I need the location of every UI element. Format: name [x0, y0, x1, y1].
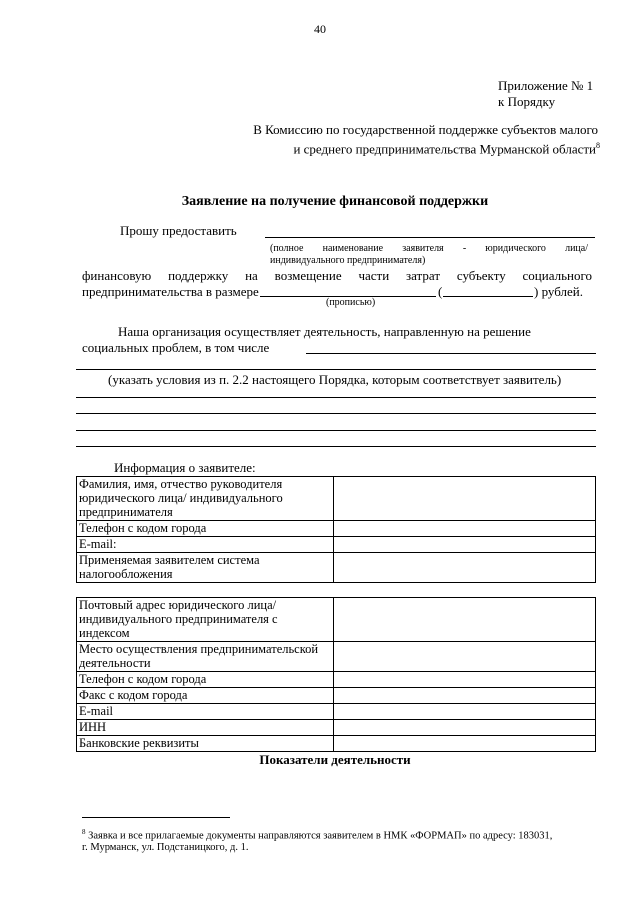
paren-open: ( — [438, 284, 443, 299]
table-row — [77, 704, 596, 720]
footnote-text-1: Заявка и все прилагаемые документы направляются заявителем в НМК «ФОРМАП» по адресу: 183031, — [88, 830, 553, 842]
table-cell-label: Место осуществления предпринимательской деятельности — [77, 642, 334, 672]
applicant-name-line[interactable] — [265, 237, 595, 238]
applicant-info-table-1 — [76, 476, 596, 583]
table-cell-value[interactable] — [334, 537, 596, 553]
amount-hint: (прописью) — [326, 297, 376, 308]
table-cell-label: E-mail: — [77, 537, 334, 553]
addressee-line-1: В Комиссию по государственной поддержке субъектов малого — [253, 122, 598, 137]
table-row — [77, 598, 596, 642]
footnote-line-2: г. Мурманск, ул. Подстаницкого, д. 1. — [82, 842, 249, 853]
indicators-heading: Показатели деятельности — [259, 752, 411, 767]
activity-fill-line-1[interactable] — [306, 353, 596, 354]
table-cell-value[interactable] — [334, 672, 596, 688]
table-row — [77, 477, 596, 521]
table-cell-value[interactable] — [334, 521, 596, 537]
table-cell-label: E-mail — [77, 704, 334, 720]
request-body-line-2-suffix: ) рублей. — [534, 284, 583, 299]
table-row — [77, 672, 596, 688]
footnote-mark-bottom: 8 — [82, 828, 86, 836]
table-row — [77, 688, 596, 704]
table-cell-value[interactable] — [334, 704, 596, 720]
table-cell-label: Факс с кодом города — [77, 688, 334, 704]
table-cell-value[interactable] — [334, 598, 596, 642]
table-cell-label: ИНН — [77, 720, 334, 736]
table-cell-value[interactable] — [334, 477, 596, 521]
page-title: Заявление на получение финансовой поддержки — [181, 194, 489, 209]
activity-fill-line-3[interactable] — [76, 397, 596, 398]
table-row — [77, 553, 596, 583]
appendix-label: Приложение № 1 — [498, 78, 594, 93]
table-cell-value[interactable] — [334, 736, 596, 752]
table-cell-label: Применяемая заявителем система налогообложения — [77, 553, 334, 583]
applicant-name-hint: (полное наименование заявителя - юридического лица/ — [270, 243, 588, 254]
table-cell-label: Банковские реквизиты — [77, 736, 334, 752]
applicant-name-hint-2: индивидуального предпринимателя) — [270, 255, 426, 266]
table-cell-label: Телефон с кодом города — [77, 521, 334, 537]
table-row — [77, 736, 596, 752]
table-cell-label: Фамилия, имя, отчество руководителя юридического лица/ индивидуального предпринимателя — [77, 477, 334, 521]
table-cell-value[interactable] — [334, 553, 596, 583]
applicant-info-table-2 — [76, 597, 596, 752]
request-body-line-1: финансовую поддержку на возмещение части затрат субъекту социального — [82, 268, 592, 283]
table-cell-label: Почтовый адрес юридического лица/ индивидуального предпринимателя с индексом — [77, 598, 334, 642]
table-row — [77, 720, 596, 736]
table-cell-value[interactable] — [334, 688, 596, 704]
addressee-line-2 — [293, 138, 600, 156]
activity-hint: (указать условия из п. 2.2 настоящего Порядка, которым соответствует заявитель) — [108, 372, 562, 387]
activity-fill-line-4[interactable] — [76, 413, 596, 414]
request-body-line-2-prefix: предпринимательства в размере — [82, 284, 259, 299]
activity-line-2: социальных проблем, в том числе — [82, 340, 270, 355]
footnote-separator — [82, 817, 230, 818]
table-row — [77, 642, 596, 672]
activity-fill-line-5[interactable] — [76, 430, 596, 431]
table-cell-value[interactable] — [334, 720, 596, 736]
table-cell-label: Телефон с кодом города — [77, 672, 334, 688]
request-prefix: Прошу предоставить — [120, 223, 237, 238]
page-number: 40 — [314, 22, 326, 36]
activity-fill-line-6[interactable] — [76, 446, 596, 447]
table-row — [77, 537, 596, 553]
activity-line-1: Наша организация осуществляет деятельность, направленную на решение — [118, 324, 531, 339]
activity-fill-line-2[interactable] — [76, 369, 596, 370]
footnote-mark: 8 — [596, 141, 600, 150]
table-row — [77, 521, 596, 537]
addressee-line-2-text: и среднего предпринимательства Мурманской области — [293, 141, 596, 157]
amount-digits-line[interactable] — [443, 296, 533, 297]
appendix-reference: к Порядку — [498, 94, 556, 109]
table-cell-value[interactable] — [334, 642, 596, 672]
applicant-info-heading: Информация о заявителе: — [114, 460, 256, 475]
